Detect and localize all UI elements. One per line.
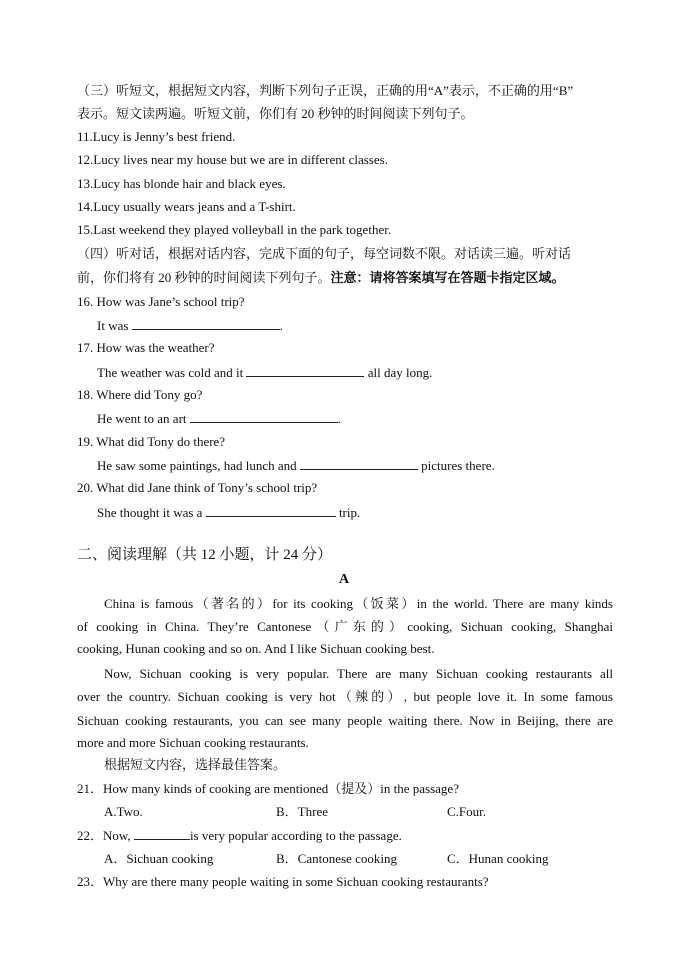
- answer-16: [97, 317, 283, 334]
- section4-notice: 注意：请将答案填写在答题卡指定区域。: [330, 270, 565, 285]
- statement-13: 13.Lucy has blonde hair and black eyes.: [77, 176, 286, 191]
- paragraph-2-line-3: Sichuan cooking restaurants, you can see many people waiting there. Now in Beijing, there are: [77, 712, 613, 728]
- question-22: [77, 827, 402, 844]
- section4-instruction-text: 前，你们将有 20 秒钟的时间阅读下列句子。: [77, 270, 331, 285]
- paragraph-1-line-3: cooking, Hunan cooking and so on. And I like Sichuan cooking best.: [77, 641, 435, 656]
- answer-16-prefix: It was: [97, 318, 129, 333]
- paragraph-1: [77, 592, 613, 639]
- q21-option-a[interactable]: A.Two.: [104, 804, 143, 819]
- answer-20-suffix: trip.: [338, 505, 361, 520]
- answer-19: [97, 457, 495, 474]
- answer-17-prefix: The weather was cold and it: [97, 365, 244, 380]
- q21-option-c[interactable]: C.Four.: [447, 804, 487, 819]
- q22-option-a[interactable]: A．Sichuan cooking: [104, 851, 214, 866]
- section4-instruction-line2: [77, 270, 565, 286]
- question-20: 20. What did Jane think of Tony’s school trip?: [77, 480, 318, 495]
- statement-12: 12.Lucy lives near my house but we are in different classes.: [77, 152, 388, 167]
- question-22-prefix: 22．Now,: [77, 828, 131, 843]
- paragraph-2: [77, 662, 613, 732]
- blank-22[interactable]: [134, 827, 190, 840]
- answer-17-suffix: all day long.: [367, 365, 433, 380]
- passage-label: A: [338, 572, 350, 587]
- question-17: 17. How was the weather?: [77, 340, 215, 355]
- answer-18: [97, 410, 341, 427]
- statement-15: 15.Last weekend they played volleyball in the park together.: [77, 222, 392, 237]
- answer-20: [97, 504, 360, 521]
- blank-19[interactable]: [300, 457, 418, 470]
- blank-20[interactable]: [206, 504, 336, 517]
- q21-option-b[interactable]: B．Three: [276, 804, 328, 819]
- paragraph-1-line-1: China is famous（著名的）for its cooking（饭菜）in the world. There are many kinds: [104, 596, 613, 611]
- question-22-suffix: is very popular according to the passage.: [189, 828, 402, 843]
- statement-14: 14.Lucy usually wears jeans and a T-shirt.: [77, 199, 296, 214]
- question-19: 19. What did Tony do there?: [77, 434, 226, 449]
- answer-18-suffix: .: [337, 411, 342, 426]
- paragraph-2-line-2: over the country. Sichuan cooking is very hot（辣的）, but people love it. In some famous: [77, 689, 613, 705]
- section3-instruction-line2: 表示。短文读两遍。听短文前，你们有 20 秒钟的时间阅读下列句子。: [77, 106, 474, 121]
- answer-19-suffix: pictures there.: [421, 458, 495, 473]
- paragraph-1-line-2: of cooking in China. They’re Cantonese（广东的）cooking, Sichuan cooking, Shanghai: [77, 619, 613, 635]
- q22-option-b[interactable]: B．Cantonese cooking: [276, 851, 397, 866]
- q22-option-c[interactable]: C．Hunan cooking: [447, 851, 549, 866]
- section3-instruction-line1: （三）听短文，根据短文内容，判断下列句子正误，正确的用“A”表示，不正确的用“B”: [77, 83, 574, 98]
- part2-heading: 二、阅读理解（共 12 小题，计 24 分）: [77, 547, 333, 563]
- question-21: 21．How many kinds of cooking are mentioned（提及）in the passage?: [77, 781, 459, 796]
- question-18: 18. Where did Tony go?: [77, 387, 203, 402]
- reading-direction: 根据短文内容，选择最佳答案。: [104, 757, 287, 772]
- answer-19-prefix: He saw some paintings, had lunch and: [97, 458, 297, 473]
- paragraph-2-line-4: more and more Sichuan cooking restaurants.: [77, 735, 309, 750]
- question-16: 16. How was Jane’s school trip?: [77, 294, 245, 309]
- blank-17[interactable]: [246, 364, 364, 377]
- answer-17: [97, 364, 432, 381]
- blank-18[interactable]: [190, 410, 338, 423]
- answer-16-suffix: .: [279, 318, 283, 333]
- paragraph-2-line-1: Now, Sichuan cooking is very popular. There are many Sichuan cooking restaurants all: [104, 666, 613, 681]
- blank-16[interactable]: [132, 317, 280, 330]
- section4-instruction-line1: （四）听对话，根据对话内容，完成下面的句子，每空词数不限。对话读三遍。听对话: [77, 246, 572, 261]
- answer-20-prefix: She thought it was a: [97, 505, 203, 520]
- question-23: 23．Why are there many people waiting in some Sichuan cooking restaurants?: [77, 874, 489, 889]
- statement-11: 11.Lucy is Jenny’s best friend.: [77, 129, 236, 144]
- answer-18-prefix: He went to an art: [97, 411, 187, 426]
